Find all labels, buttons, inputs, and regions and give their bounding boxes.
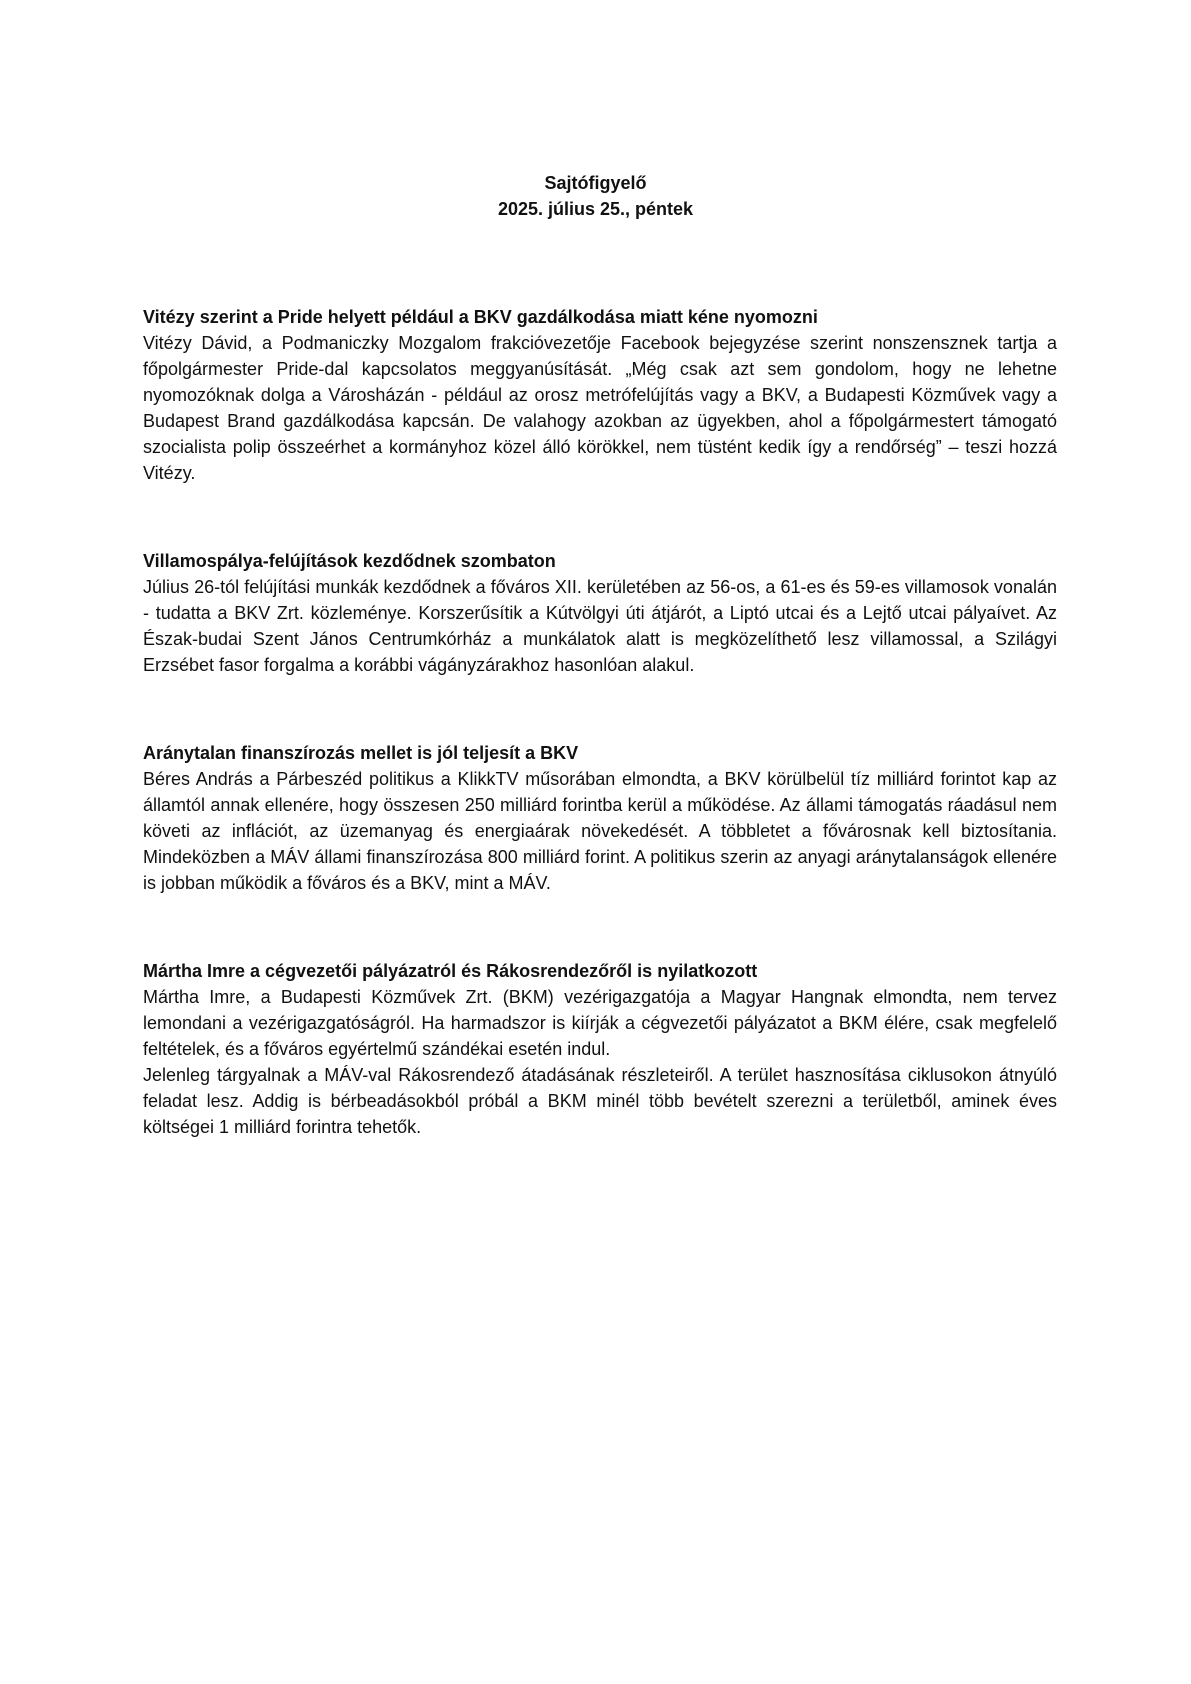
article-title: Aránytalan finanszírozás mellet is jól teljesít a BKV: [143, 743, 579, 763]
article: [143, 958, 1057, 1140]
document-date: 2025. július 25., péntek: [497, 199, 694, 219]
document-title: Sajtófigyelő: [544, 173, 647, 193]
article: [143, 304, 1057, 486]
article-paragraph: Július 26-tól felújítási munkák kezdődnek a főváros XII. kerületében az 56-os, a 61-es és 59-es villamosok vonalán - tudatta a BKV Zrt. közleménye. Korszerűsítik a Kútvölgyi úti átjárót, a Liptó utcai és a Lejtő utcai pályaívet. Az Észak-budai Szent János Centrumkórház a munkálatok alatt is megközelíthető lesz villamossal, a Szilágyi Erzsébet fasor forgalma a korábbi vágányzárakhoz hasonlóan alakul.: [143, 577, 1057, 675]
articles-list: [143, 304, 1057, 1202]
article-paragraph: Mártha Imre, a Budapesti Közművek Zrt. (BKM) vezérigazgatója a Magyar Hangnak elmondta, nem tervez lemondani a vezérigazgatóságról. Ha harmadszor is kiírják a cégvezetői pályázatot a BKM élére, csak megfelelő feltételek, és a főváros egyértelmű szándékai esetén indul.: [143, 987, 1057, 1059]
article-title: Mártha Imre a cégvezetői pályázatról és Rákosrendezőről is nyilatkozott: [143, 961, 758, 981]
document-header: [0, 170, 1191, 222]
article: [143, 548, 1057, 678]
article-paragraph: Jelenleg tárgyalnak a MÁV-val Rákosrendező átadásának részleteiről. A terület hasznosítása ciklusokon átnyúló feladat lesz. Addig is bérbeadásokból próbál a BKM minél több bevételt szerezni a területből, aminek éves költségei 1 milliárd forintra tehetők.: [143, 1065, 1057, 1137]
article-paragraph: Vitézy Dávid, a Podmaniczky Mozgalom frakcióvezetője Facebook bejegyzése szerint nonszensznek tartja a főpolgármester Pride-dal kapcsolatos meggyanúsítását. „Még csak azt sem gondolom, hogy ne lehetne nyomozóknak dolga a Városházán - például az orosz metrófelújítás vagy a BKV, a Budapesti Közművek vagy a Budapest Brand gazdálkodása kapcsán. De valahogy azokban az ügyekben, ahol a főpolgármestert támogató szocialista polip összeérhet a kormányhoz közel álló körökkel, nem tüstént kedik így a rendőrség” – teszi hozzá Vitézy.: [143, 333, 1057, 483]
article-title: Vitézy szerint a Pride helyett például a BKV gazdálkodása miatt kéne nyomozni: [143, 307, 818, 327]
article-title: Villamospálya-felújítások kezdődnek szombaton: [143, 551, 556, 571]
article-paragraph: Béres András a Párbeszéd politikus a KlikkTV műsorában elmondta, a BKV körülbelül tíz milliárd forintot kap az államtól annak ellenére, hogy összesen 250 milliárd forintba kerül a működése. Az állami támogatás ráadásul nem követi az inflációt, az üzemanyag és energiaárak növekedését. A többletet a fővárosnak kell biztosítania. Mindeközben a MÁV állami finanszírozása 800 milliárd forint. A politikus szerin az anyagi aránytalanságok ellenére is jobban működik a főváros és a BKV, mint a MÁV.: [143, 769, 1057, 893]
article: [143, 740, 1057, 896]
